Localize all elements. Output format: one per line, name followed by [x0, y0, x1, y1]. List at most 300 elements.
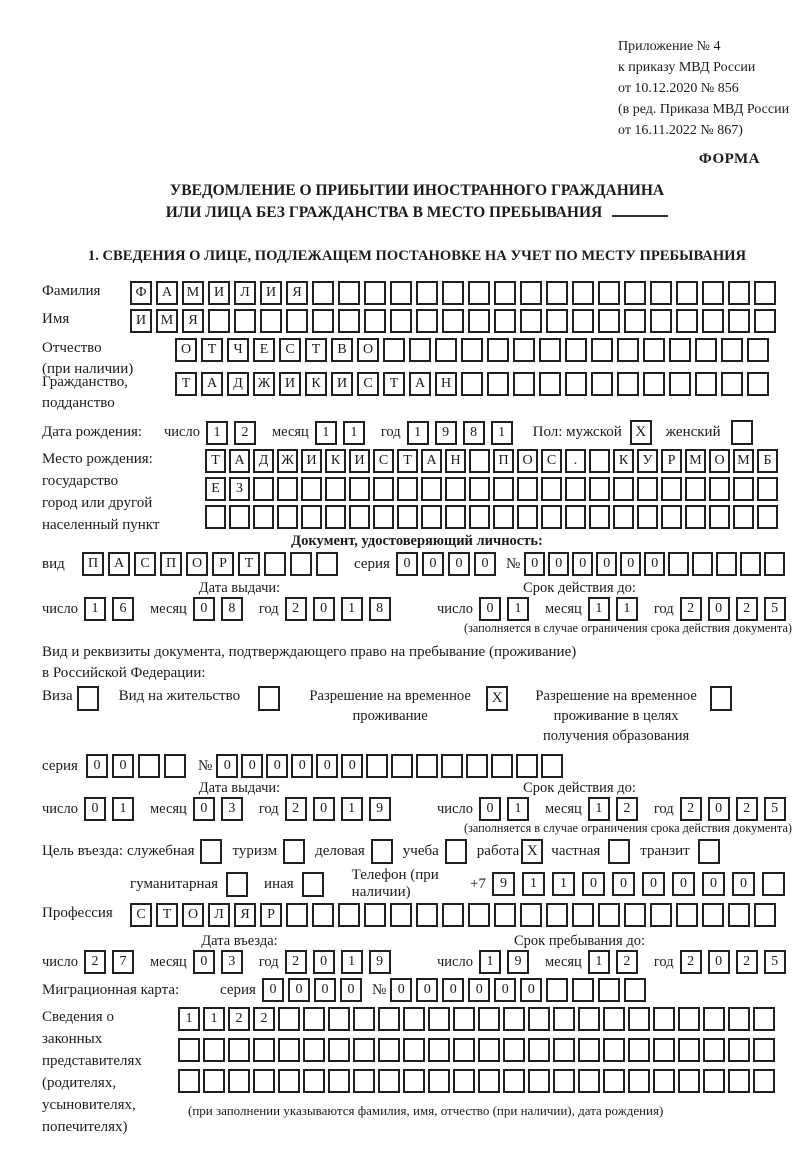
char-cell[interactable] [650, 281, 672, 305]
char-cell[interactable] [695, 372, 717, 396]
char-cell[interactable] [397, 505, 418, 529]
char-cell[interactable]: 0 [262, 978, 284, 1002]
char-cell[interactable] [349, 505, 370, 529]
char-cell[interactable]: 1 [407, 421, 429, 445]
char-cell[interactable]: И [130, 309, 152, 333]
char-cell[interactable] [678, 1038, 700, 1062]
char-cell[interactable] [572, 978, 594, 1002]
char-cell[interactable] [494, 903, 516, 927]
char-cell[interactable]: 1 [588, 797, 610, 821]
permit-issue-month[interactable] [193, 797, 249, 821]
char-cell[interactable]: 1 [206, 421, 228, 445]
temp-residence-edu-checkbox[interactable] [710, 686, 732, 711]
char-cell[interactable]: А [201, 372, 223, 396]
char-cell[interactable]: 0 [596, 552, 617, 576]
char-cell[interactable] [617, 372, 639, 396]
char-cell[interactable] [453, 1038, 475, 1062]
char-cell[interactable]: 1 [84, 597, 106, 621]
char-cell[interactable]: 0 [520, 978, 542, 1002]
citizenship-field[interactable] [175, 372, 773, 396]
char-cell[interactable] [728, 309, 750, 333]
char-cell[interactable] [546, 309, 568, 333]
char-cell[interactable] [461, 372, 483, 396]
char-cell[interactable] [409, 338, 431, 362]
char-cell[interactable]: М [685, 449, 706, 473]
migration-number-field[interactable] [390, 978, 650, 1002]
purpose-work-checkbox[interactable]: X [521, 839, 543, 864]
char-cell[interactable]: Л [234, 281, 256, 305]
char-cell[interactable]: 2 [285, 797, 307, 821]
char-cell[interactable] [278, 1069, 300, 1093]
char-cell[interactable]: К [325, 449, 346, 473]
char-cell[interactable] [378, 1007, 400, 1031]
char-cell[interactable]: 1 [588, 950, 610, 974]
char-cell[interactable] [373, 505, 394, 529]
temp-residence-checkbox[interactable]: X [486, 686, 508, 711]
char-cell[interactable] [264, 552, 286, 576]
char-cell[interactable]: К [305, 372, 327, 396]
char-cell[interactable] [643, 372, 665, 396]
char-cell[interactable] [493, 505, 514, 529]
firstname-field[interactable] [130, 309, 780, 333]
representatives-row-3[interactable] [178, 1069, 778, 1093]
char-cell[interactable]: 0 [644, 552, 665, 576]
birth-day-field[interactable] [206, 421, 262, 445]
char-cell[interactable] [565, 477, 586, 501]
char-cell[interactable] [286, 309, 308, 333]
char-cell[interactable]: 0 [479, 597, 501, 621]
char-cell[interactable] [733, 505, 754, 529]
char-cell[interactable] [494, 309, 516, 333]
char-cell[interactable] [421, 505, 442, 529]
char-cell[interactable]: 1 [507, 597, 529, 621]
char-cell[interactable] [503, 1038, 525, 1062]
char-cell[interactable]: 0 [84, 797, 106, 821]
char-cell[interactable] [390, 281, 412, 305]
char-cell[interactable] [328, 1007, 350, 1031]
char-cell[interactable] [764, 552, 785, 576]
char-cell[interactable] [676, 903, 698, 927]
char-cell[interactable]: 8 [221, 597, 243, 621]
permit-issue-day[interactable] [84, 797, 140, 821]
char-cell[interactable]: 0 [86, 754, 108, 778]
char-cell[interactable] [721, 338, 743, 362]
char-cell[interactable] [164, 754, 186, 778]
char-cell[interactable] [487, 372, 509, 396]
char-cell[interactable] [572, 903, 594, 927]
char-cell[interactable]: 0 [494, 978, 516, 1002]
char-cell[interactable]: Д [227, 372, 249, 396]
char-cell[interactable]: П [82, 552, 104, 576]
char-cell[interactable] [740, 552, 761, 576]
patronymic-field[interactable] [175, 338, 773, 362]
permit-expiry-year[interactable] [680, 797, 792, 821]
char-cell[interactable]: 0 [313, 597, 335, 621]
char-cell[interactable] [478, 1007, 500, 1031]
doc-series-field[interactable] [396, 552, 500, 576]
char-cell[interactable] [702, 281, 724, 305]
char-cell[interactable]: А [108, 552, 130, 576]
char-cell[interactable] [572, 309, 594, 333]
char-cell[interactable] [565, 372, 587, 396]
char-cell[interactable]: Р [212, 552, 234, 576]
char-cell[interactable]: Т [238, 552, 260, 576]
char-cell[interactable]: С [373, 449, 394, 473]
char-cell[interactable] [338, 309, 360, 333]
char-cell[interactable]: 2 [228, 1007, 250, 1031]
char-cell[interactable]: 0 [416, 978, 438, 1002]
char-cell[interactable] [716, 552, 737, 576]
char-cell[interactable] [678, 1007, 700, 1031]
char-cell[interactable] [528, 1007, 550, 1031]
char-cell[interactable] [253, 505, 274, 529]
char-cell[interactable]: 9 [369, 797, 391, 821]
char-cell[interactable]: 0 [288, 978, 310, 1002]
char-cell[interactable]: 2 [253, 1007, 275, 1031]
char-cell[interactable]: 0 [572, 552, 593, 576]
char-cell[interactable] [653, 1069, 675, 1093]
char-cell[interactable] [757, 477, 778, 501]
char-cell[interactable] [428, 1007, 450, 1031]
char-cell[interactable] [624, 903, 646, 927]
char-cell[interactable] [598, 309, 620, 333]
char-cell[interactable]: 9 [435, 421, 457, 445]
char-cell[interactable] [578, 1069, 600, 1093]
char-cell[interactable]: И [279, 372, 301, 396]
char-cell[interactable]: 0 [642, 872, 665, 896]
char-cell[interactable] [541, 505, 562, 529]
char-cell[interactable] [589, 477, 610, 501]
char-cell[interactable]: С [134, 552, 156, 576]
char-cell[interactable] [553, 1038, 575, 1062]
purpose-humanitarian-checkbox[interactable] [226, 872, 248, 897]
char-cell[interactable]: М [182, 281, 204, 305]
char-cell[interactable]: 0 [468, 978, 490, 1002]
purpose-business-checkbox[interactable] [371, 839, 393, 864]
char-cell[interactable]: Ж [277, 449, 298, 473]
representatives-row-1[interactable] [178, 1007, 778, 1031]
char-cell[interactable] [617, 338, 639, 362]
char-cell[interactable]: Т [383, 372, 405, 396]
char-cell[interactable]: 0 [216, 754, 238, 778]
char-cell[interactable] [754, 903, 776, 927]
char-cell[interactable] [669, 338, 691, 362]
char-cell[interactable]: 0 [314, 978, 336, 1002]
visa-checkbox[interactable] [77, 686, 99, 711]
char-cell[interactable] [468, 309, 490, 333]
char-cell[interactable] [277, 477, 298, 501]
char-cell[interactable]: 0 [548, 552, 569, 576]
char-cell[interactable] [628, 1007, 650, 1031]
char-cell[interactable]: 0 [291, 754, 313, 778]
phone-field[interactable] [492, 872, 792, 896]
birth-year-field[interactable] [407, 421, 519, 445]
purpose-private-checkbox[interactable] [608, 839, 630, 864]
char-cell[interactable] [364, 903, 386, 927]
char-cell[interactable] [553, 1007, 575, 1031]
char-cell[interactable] [603, 1007, 625, 1031]
char-cell[interactable] [277, 505, 298, 529]
char-cell[interactable] [228, 1069, 250, 1093]
char-cell[interactable]: Т [397, 449, 418, 473]
char-cell[interactable] [624, 978, 646, 1002]
char-cell[interactable]: 1 [522, 872, 545, 896]
char-cell[interactable] [278, 1038, 300, 1062]
char-cell[interactable] [229, 505, 250, 529]
char-cell[interactable]: 0 [612, 872, 635, 896]
char-cell[interactable]: 1 [341, 797, 363, 821]
char-cell[interactable] [650, 309, 672, 333]
char-cell[interactable] [442, 281, 464, 305]
char-cell[interactable] [728, 1038, 750, 1062]
char-cell[interactable] [709, 477, 730, 501]
char-cell[interactable] [528, 1038, 550, 1062]
char-cell[interactable]: П [493, 449, 514, 473]
char-cell[interactable]: 2 [84, 950, 106, 974]
char-cell[interactable]: 6 [112, 597, 134, 621]
char-cell[interactable]: С [279, 338, 301, 362]
char-cell[interactable] [303, 1069, 325, 1093]
char-cell[interactable]: 2 [234, 421, 256, 445]
char-cell[interactable] [603, 1038, 625, 1062]
char-cell[interactable]: 1 [203, 1007, 225, 1031]
char-cell[interactable]: К [613, 449, 634, 473]
char-cell[interactable] [541, 477, 562, 501]
char-cell[interactable]: В [331, 338, 353, 362]
char-cell[interactable]: Ж [253, 372, 275, 396]
char-cell[interactable]: 0 [708, 797, 730, 821]
char-cell[interactable] [728, 281, 750, 305]
char-cell[interactable]: У [637, 449, 658, 473]
char-cell[interactable] [390, 309, 412, 333]
char-cell[interactable]: 0 [390, 978, 412, 1002]
char-cell[interactable] [260, 309, 282, 333]
char-cell[interactable]: 0 [708, 950, 730, 974]
char-cell[interactable] [442, 903, 464, 927]
char-cell[interactable]: Я [234, 903, 256, 927]
char-cell[interactable] [702, 309, 724, 333]
char-cell[interactable] [703, 1007, 725, 1031]
char-cell[interactable] [754, 281, 776, 305]
char-cell[interactable] [747, 372, 769, 396]
doc-issue-day[interactable] [84, 597, 140, 621]
residence-permit-checkbox[interactable] [258, 686, 280, 711]
char-cell[interactable] [301, 477, 322, 501]
char-cell[interactable] [303, 1038, 325, 1062]
char-cell[interactable]: М [156, 309, 178, 333]
char-cell[interactable] [517, 477, 538, 501]
char-cell[interactable] [328, 1038, 350, 1062]
char-cell[interactable]: Ч [227, 338, 249, 362]
char-cell[interactable] [391, 754, 413, 778]
entry-day[interactable] [84, 950, 140, 974]
char-cell[interactable] [678, 1069, 700, 1093]
char-cell[interactable] [278, 1007, 300, 1031]
char-cell[interactable] [453, 1007, 475, 1031]
char-cell[interactable]: 0 [620, 552, 641, 576]
char-cell[interactable] [416, 281, 438, 305]
char-cell[interactable]: Н [435, 372, 457, 396]
char-cell[interactable] [520, 281, 542, 305]
char-cell[interactable] [546, 281, 568, 305]
char-cell[interactable] [757, 505, 778, 529]
char-cell[interactable] [178, 1069, 200, 1093]
char-cell[interactable] [469, 477, 490, 501]
char-cell[interactable] [353, 1038, 375, 1062]
char-cell[interactable] [753, 1069, 775, 1093]
char-cell[interactable]: С [357, 372, 379, 396]
char-cell[interactable]: М [733, 449, 754, 473]
char-cell[interactable]: 0 [474, 552, 496, 576]
char-cell[interactable] [428, 1069, 450, 1093]
char-cell[interactable] [703, 1069, 725, 1093]
char-cell[interactable] [685, 477, 706, 501]
birthplace-row-2[interactable] [205, 477, 781, 501]
char-cell[interactable] [468, 281, 490, 305]
char-cell[interactable] [390, 903, 412, 927]
char-cell[interactable] [624, 309, 646, 333]
char-cell[interactable] [650, 903, 672, 927]
char-cell[interactable]: Е [253, 338, 275, 362]
char-cell[interactable] [494, 281, 516, 305]
char-cell[interactable]: П [160, 552, 182, 576]
char-cell[interactable] [692, 552, 713, 576]
char-cell[interactable] [353, 1007, 375, 1031]
char-cell[interactable] [703, 1038, 725, 1062]
birthplace-row-1[interactable] [205, 449, 781, 473]
char-cell[interactable] [325, 505, 346, 529]
char-cell[interactable]: 0 [316, 754, 338, 778]
profession-field[interactable] [130, 903, 780, 927]
char-cell[interactable]: 2 [736, 797, 758, 821]
char-cell[interactable] [728, 903, 750, 927]
char-cell[interactable] [403, 1007, 425, 1031]
permit-number-field[interactable] [216, 754, 566, 778]
purpose-tourism-checkbox[interactable] [283, 839, 305, 864]
char-cell[interactable]: 2 [736, 597, 758, 621]
char-cell[interactable]: 2 [616, 950, 638, 974]
char-cell[interactable] [637, 505, 658, 529]
char-cell[interactable]: 0 [266, 754, 288, 778]
char-cell[interactable]: 1 [315, 421, 337, 445]
char-cell[interactable]: А [156, 281, 178, 305]
char-cell[interactable] [653, 1007, 675, 1031]
char-cell[interactable] [478, 1069, 500, 1093]
char-cell[interactable]: Н [445, 449, 466, 473]
char-cell[interactable]: 7 [112, 950, 134, 974]
char-cell[interactable] [747, 338, 769, 362]
char-cell[interactable] [565, 338, 587, 362]
char-cell[interactable] [753, 1007, 775, 1031]
char-cell[interactable] [598, 281, 620, 305]
char-cell[interactable]: Я [182, 309, 204, 333]
stay-year[interactable] [680, 950, 792, 974]
char-cell[interactable] [668, 552, 689, 576]
sex-male-checkbox[interactable]: X [630, 420, 652, 445]
char-cell[interactable] [208, 309, 230, 333]
char-cell[interactable] [676, 281, 698, 305]
char-cell[interactable] [578, 1007, 600, 1031]
char-cell[interactable]: 0 [313, 950, 335, 974]
char-cell[interactable]: 0 [732, 872, 755, 896]
char-cell[interactable] [364, 281, 386, 305]
char-cell[interactable] [753, 1038, 775, 1062]
char-cell[interactable]: Д [253, 449, 274, 473]
doc-type-field[interactable] [82, 552, 342, 576]
char-cell[interactable]: 2 [285, 950, 307, 974]
char-cell[interactable] [643, 338, 665, 362]
char-cell[interactable]: 1 [112, 797, 134, 821]
char-cell[interactable] [353, 1069, 375, 1093]
char-cell[interactable] [378, 1038, 400, 1062]
char-cell[interactable] [613, 505, 634, 529]
char-cell[interactable]: 3 [221, 950, 243, 974]
char-cell[interactable] [421, 477, 442, 501]
char-cell[interactable]: 1 [341, 597, 363, 621]
char-cell[interactable]: 5 [764, 597, 786, 621]
char-cell[interactable]: И [349, 449, 370, 473]
char-cell[interactable]: 0 [193, 950, 215, 974]
char-cell[interactable]: 1 [552, 872, 575, 896]
doc-issue-year[interactable] [285, 597, 397, 621]
char-cell[interactable] [312, 309, 334, 333]
char-cell[interactable] [578, 1038, 600, 1062]
char-cell[interactable]: 0 [340, 978, 362, 1002]
char-cell[interactable]: О [357, 338, 379, 362]
sex-female-checkbox[interactable] [731, 420, 753, 445]
char-cell[interactable]: 0 [193, 797, 215, 821]
char-cell[interactable] [591, 338, 613, 362]
char-cell[interactable] [517, 505, 538, 529]
entry-month[interactable] [193, 950, 249, 974]
char-cell[interactable] [572, 281, 594, 305]
char-cell[interactable]: 0 [442, 978, 464, 1002]
char-cell[interactable]: И [260, 281, 282, 305]
char-cell[interactable]: 0 [112, 754, 134, 778]
char-cell[interactable] [253, 1038, 275, 1062]
char-cell[interactable]: О [175, 338, 197, 362]
char-cell[interactable] [378, 1069, 400, 1093]
char-cell[interactable] [312, 281, 334, 305]
char-cell[interactable] [685, 505, 706, 529]
char-cell[interactable] [598, 903, 620, 927]
birthplace-row-3[interactable] [205, 505, 781, 529]
char-cell[interactable] [503, 1069, 525, 1093]
char-cell[interactable] [203, 1069, 225, 1093]
char-cell[interactable] [754, 309, 776, 333]
char-cell[interactable] [338, 281, 360, 305]
char-cell[interactable]: Я [286, 281, 308, 305]
char-cell[interactable] [728, 1069, 750, 1093]
char-cell[interactable]: О [517, 449, 538, 473]
char-cell[interactable]: Т [156, 903, 178, 927]
char-cell[interactable]: 0 [193, 597, 215, 621]
char-cell[interactable] [416, 903, 438, 927]
char-cell[interactable] [624, 281, 646, 305]
char-cell[interactable] [468, 903, 490, 927]
char-cell[interactable] [513, 372, 535, 396]
char-cell[interactable] [478, 1038, 500, 1062]
char-cell[interactable] [661, 477, 682, 501]
char-cell[interactable]: С [541, 449, 562, 473]
char-cell[interactable] [520, 903, 542, 927]
entry-year[interactable] [285, 950, 397, 974]
char-cell[interactable] [493, 477, 514, 501]
char-cell[interactable]: 0 [708, 597, 730, 621]
char-cell[interactable]: 8 [369, 597, 391, 621]
char-cell[interactable] [428, 1038, 450, 1062]
char-cell[interactable] [503, 1007, 525, 1031]
